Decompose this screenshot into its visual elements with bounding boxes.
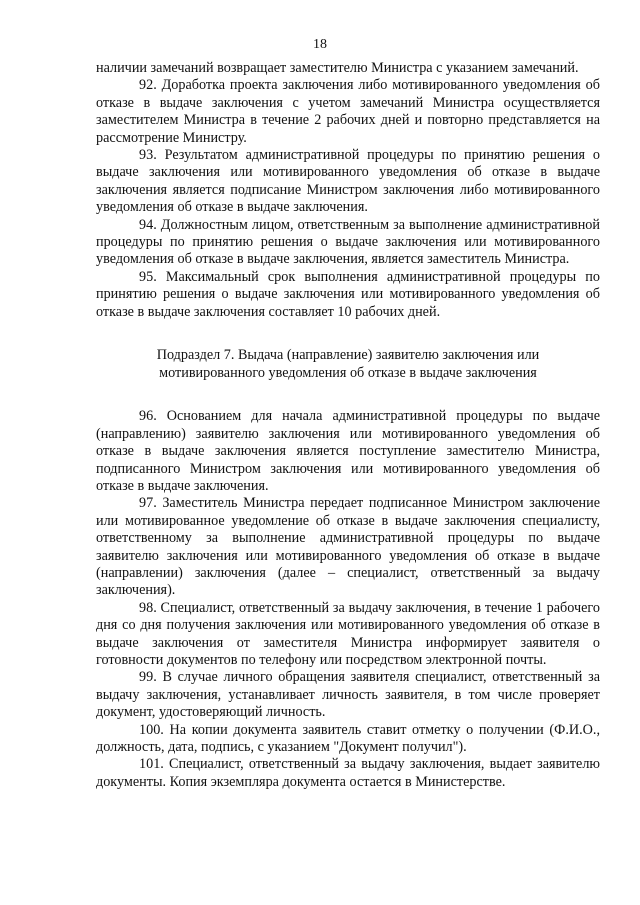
paragraph-99: 99. В случае личного обращения заявителя специалист, ответственный за выдачу заключения, устанавливает личность заявителя, в том числе проверяет документ, удостоверяющий личность. (96, 669, 600, 721)
subsection-heading-line-1: Подраздел 7. Выдача (направление) заявителю заключения или (156, 347, 540, 364)
paragraph-95: 95. Максимальный срок выполнения административной процедуры по принятию решения о выдаче заключения или мотивированного уведомления об отказе в выдаче заключения составляет 10 рабочих дней. (96, 268, 600, 320)
paragraph-93: 93. Результатом административной процедуры по принятию решения о выдаче заключения или мотивированного уведомления об отказе в выдаче заключения является подписание Министром заключения либо мотивированного уведомления об отказе в выдаче заключения. (96, 147, 600, 216)
paragraph-94: 94. Должностным лицом, ответственным за выполнение административной процедуры по принятию решения о выдаче заключения или мотивированного уведомления об отказе в выдаче заключения, является заместитель Министра. (96, 216, 600, 268)
page-number: 18 (313, 37, 327, 52)
paragraph-96: 96. Основанием для начала административной процедуры по выдаче (направлению) заявителю заключения или мотивированного уведомления об отказе в выдаче заключения является поступление заместителю Министра, подписанного Министром заключения или мотивированного уведомления об отказе в выдаче заключения. (96, 408, 600, 494)
paragraph-98: 98. Специалист, ответственный за выдачу заключения, в течение 1 рабочего дня со дня получения заключения или мотивированного уведомления об отказе в выдаче заключения от заместителя Министра информирует заявителя о готовности документов по телефону или посредством электронной почты. (96, 599, 600, 668)
paragraph-101: 101. Специалист, ответственный за выдачу заключения, выдает заявителю документы. Копия экземпляра документа остается в Министерстве. (96, 756, 600, 790)
paragraph-continuation: наличии замечаний возвращает заместителю Министра с указанием замечаний. (96, 60, 579, 76)
document-body (96, 60, 600, 791)
paragraph-92: 92. Доработка проекта заключения либо мотивированного уведомления об отказе в выдаче заключения с учетом замечаний Министра осуществляется заместителем Министра в течение 2 рабочих дней и повторно представляется на рассмотрение Министру. (96, 77, 600, 146)
paragraph-100: 100. На копии документа заявитель ставит отметку о получении (Ф.И.О., должность, дата, подпись, с указанием "Документ получил"). (96, 721, 600, 755)
subsection-heading (96, 347, 600, 382)
subsection-heading-line-2: мотивированного уведомления об отказе в выдаче заключения (159, 364, 537, 381)
paragraph-97: 97. Заместитель Министра передает подписанное Министром заключение или мотивированное уведомление об отказе в выдаче заключения специалисту, ответственному за выполнение административной процедуры по выдаче заявителю заключения или мотивированного уведомления об отказе в выдаче (направлении) заключения (далее – специалист, ответственный за выдачу заключения). (96, 495, 600, 599)
